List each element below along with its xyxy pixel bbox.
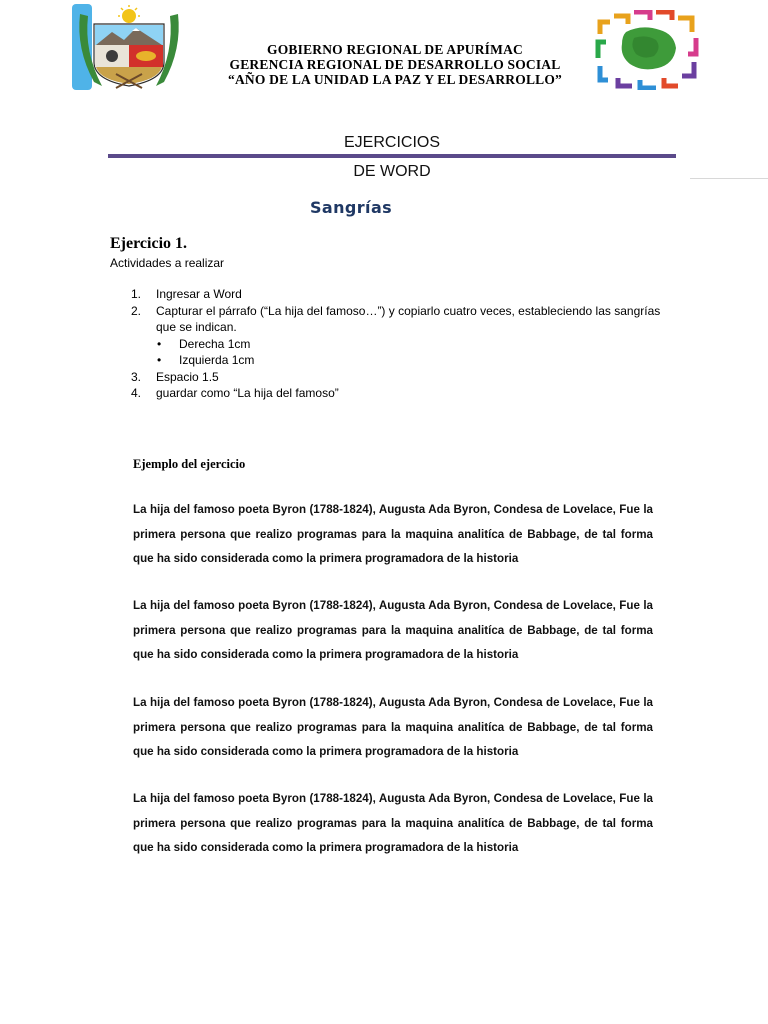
example-paragraph: La hija del famoso poeta Byron (1788-1824), Augusta Ada Byron, Condesa de Lovelace, Fue la primera persona que realizo programas para la maquina analitíca de Babbage, de tal forma que ha sido considerada como la primera programadora de la historia bbox=[133, 792, 653, 855]
list-item: 2. Capturar el párrafo (“La hija del famoso…”) y copiarlo cuatro veces, estableciendo las sangrías que se indican. bbox=[131, 303, 661, 334]
example-paragraph: La hija del famoso poeta Byron (1788-1824), Augusta Ada Byron, Condesa de Lovelace, Fue la primera persona que realizo programas para la maquina analitíca de Babbage, de tal forma que ha sido considerada como la primera programadora de la historia bbox=[133, 696, 653, 759]
document-title-line2: DE WORD bbox=[353, 163, 431, 180]
margin-line bbox=[690, 178, 768, 179]
regional-crest-icon bbox=[72, 4, 186, 90]
title-divider bbox=[108, 154, 676, 158]
list-item: 3. Espacio 1.5 bbox=[131, 369, 219, 384]
exercise-description: Actividades a realizar bbox=[110, 256, 225, 270]
section-subtitle: Sangrías bbox=[310, 198, 393, 217]
list-item: • Izquierda 1cm bbox=[157, 353, 255, 367]
list-item: 1. Ingresar a Word bbox=[131, 287, 242, 301]
example-paragraph: La hija del famoso poeta Byron (1788-1824), Augusta Ada Byron, Condesa de Lovelace, Fue la primera persona que realizo programas para la maquina analitíca de Babbage, de tal forma que ha sido considerada como la primera programadora de la historia bbox=[133, 599, 653, 662]
example-paragraph: La hija del famoso poeta Byron (1788-1824), Augusta Ada Byron, Condesa de Lovelace, Fue la primera persona que realizo programas para la maquina analitíca de Babbage, de tal forma que ha sido considerada como la primera programadora de la historia bbox=[133, 503, 653, 566]
exercise-steps-list bbox=[110, 286, 670, 402]
bullet-icon: • bbox=[157, 336, 162, 351]
header-year-motto: “AÑO DE LA UNIDAD LA PAZ Y EL DESARROLLO” bbox=[228, 72, 562, 87]
apurimac-emblem-icon bbox=[594, 10, 702, 90]
bullet-icon: • bbox=[157, 353, 162, 367]
list-item: 4. guardar como “La hija del famoso” bbox=[131, 386, 339, 400]
header-department-name: GERENCIA REGIONAL DE DESARROLLO SOCIAL bbox=[229, 57, 561, 72]
header-government-name: GOBIERNO REGIONAL DE APURÍMAC bbox=[267, 42, 523, 57]
example-heading: Ejemplo del ejercicio bbox=[133, 457, 246, 471]
document-title-line1: EJERCICIOS bbox=[343, 134, 440, 151]
list-item: • Derecha 1cm bbox=[157, 336, 251, 351]
exercise-heading: Ejercicio 1. bbox=[110, 235, 188, 252]
